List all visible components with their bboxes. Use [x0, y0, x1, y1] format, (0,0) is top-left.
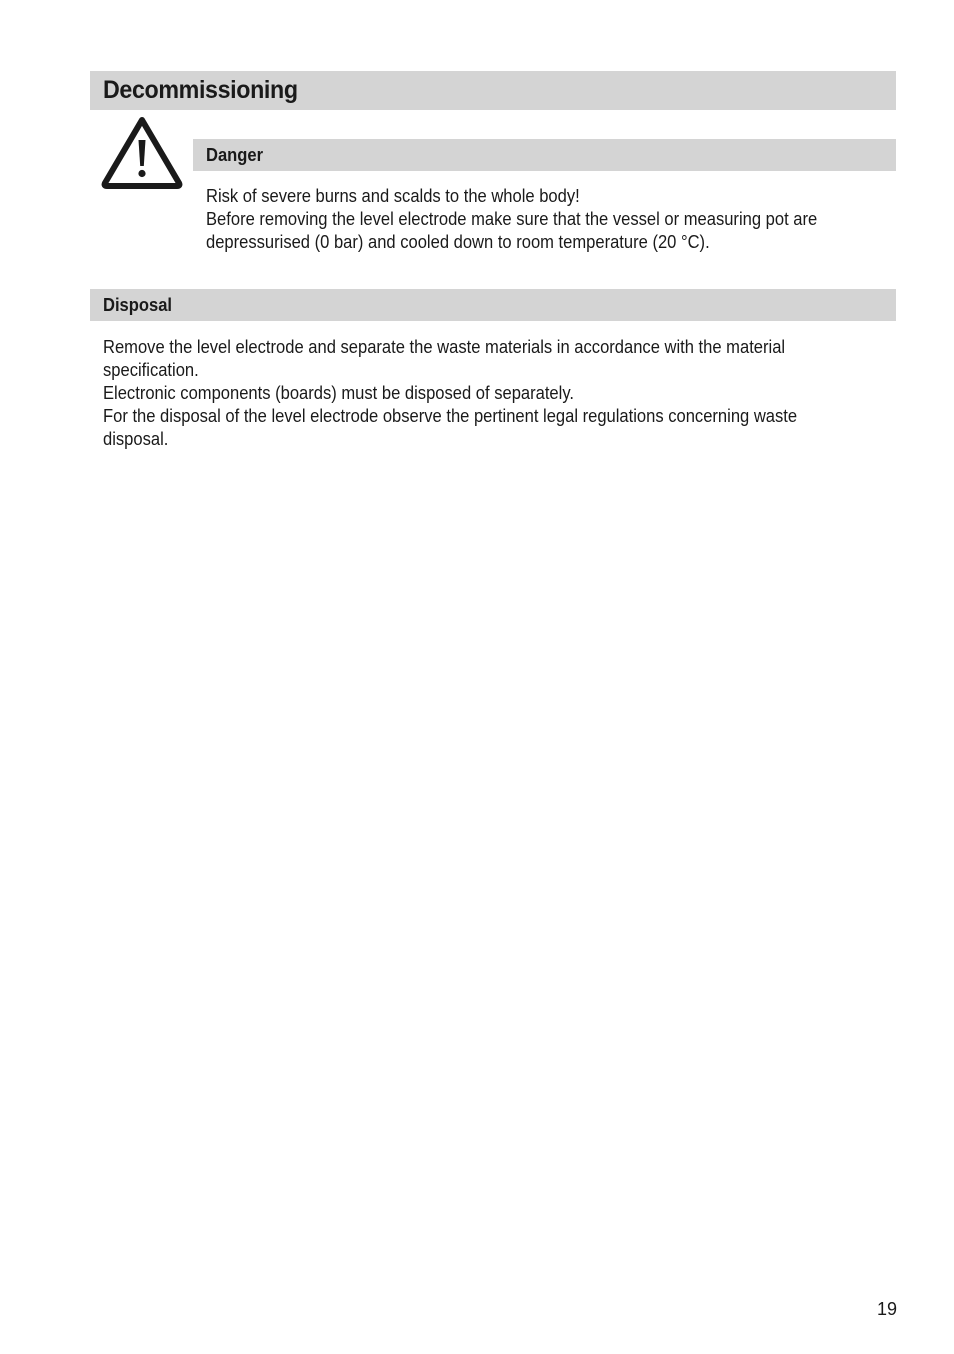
page-title: Decommissioning: [103, 76, 298, 104]
disposal-text-line: Remove the level electrode and separate the waste materials in accordance with the material: [103, 337, 786, 357]
danger-text-line: Risk of severe burns and scalds to the whole body!: [206, 186, 580, 206]
disposal-text: [103, 336, 896, 451]
page-number: 19: [876, 1299, 897, 1319]
warning-triangle-icon: [100, 115, 184, 189]
section-title-bar: [90, 71, 896, 110]
danger-text: [206, 185, 896, 254]
disposal-heading: Disposal: [103, 295, 173, 315]
disposal-text-line: Electronic components (boards) must be disposed of separately.: [103, 383, 574, 403]
disposal-text-line: For the disposal of the level electrode observe the pertinent legal regulations concerning waste: [103, 406, 798, 426]
danger-text-line: Before removing the level electrode make sure that the vessel or measuring pot are: [206, 209, 818, 229]
disposal-heading-bar: [90, 289, 896, 321]
danger-heading-bar: [193, 139, 896, 171]
disposal-text-line: disposal.: [103, 429, 169, 449]
disposal-text-line: specification.: [103, 360, 199, 380]
danger-text-line: depressurised (0 bar) and cooled down to room temperature (20 °C).: [206, 232, 710, 252]
danger-heading: Danger: [206, 145, 264, 165]
